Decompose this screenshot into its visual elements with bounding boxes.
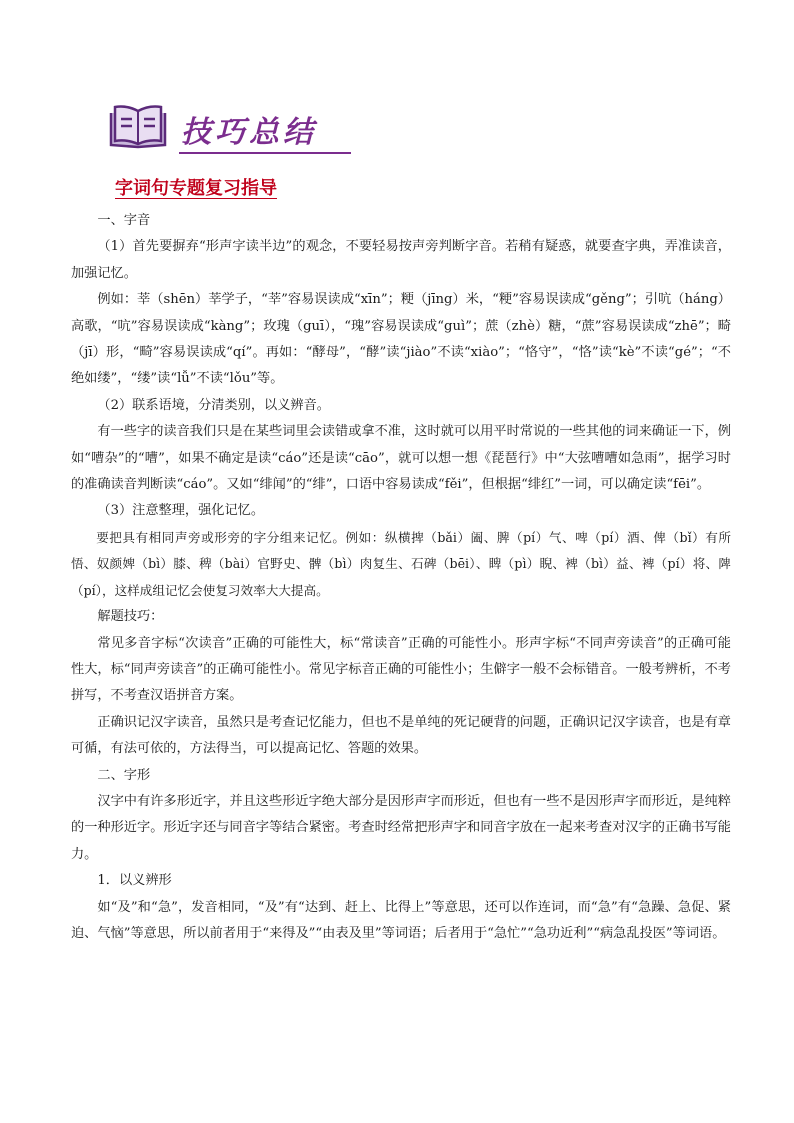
paragraph: （3）注意整理，强化记忆。 [97,503,265,519]
section-heading-pronunciation: 一、字音 [97,213,151,228]
paragraph: 例如：莘（shēn）莘学子，“莘”容易误读成“xīn”；粳（jīng）米，“粳”容易误读成“gěng”；引吭（háng）高歌，“吭”容易误读成“kàng”；玫瑰（guī），“瑰”容易误读成“guì”；蔗（zhè）糖，“蔗”容易误读成“zhē”；畸（jī）形，“畸”容易误读成“qí”。再如：“酵母”，“酵”读“jiào”不读“xiào”；“恪守”，“恪”读“kè”不读“gé”；“不绝如缕”，“缕”读“lǚ”不读“lǒu”等。 [71,292,731,387]
paragraph: 正确识记汉字读音，虽然只是考查记忆能力，但也不是单纯的死记硬背的问题，正确识记汉字读音，也是有章可循，有法可依的，方法得当，可以提高记忆、答题的效果。 [71,714,731,757]
paragraph: 常见多音字标“次读音”正确的可能性大，标“常读音”正确的可能性小。形声字标“不同声旁读音”的正确可能性大，标“同声旁读音”的正确可能性小。常见字标音正确的可能性小；生僻字一般不会标错音。一般考辨析，不考拼写，不考查汉语拼音方案。 [71,635,731,704]
header-title: 技巧总结 [181,115,317,150]
paragraph: （1）首先要摒弃“形声字读半边”的观念，不要轻易按声旁判断字音。若稍有疑惑，就要查字典，弄准读音，加强记忆。 [71,239,731,281]
header-divider [179,152,351,154]
paragraph: 有一些字的读音我们只是在某些词里会读错或拿不准，这时就可以用平时常说的一些其他的词来确证一下，例如“嘈杂”的“嘈”，如果不确定是读“cáo”还是读“cāo”，就可以想一想《琵琶行》中“大弦嘈嘈如急雨”，据学习时的准确读音判断读“cáo”。又如“绯闻”的“绯”，口语中容易读成“fěi”，但根据“绯红”一词，可以确定读“fēi”。 [71,424,731,493]
tips-heading: 解题技巧： [97,609,164,625]
document-body [71,208,731,947]
section-heading-glyph: 二、字形 [97,767,151,783]
subsection-heading: 1．以义辨形 [97,873,172,889]
document-subtitle: 字词句专题复习指导 [115,178,277,199]
section-header [107,103,352,159]
book-icon [107,103,169,149]
paragraph: 如“及”和“急”，发音相同，“及”有“达到、赶上、比得上”等意思，还可以作连词，而“急”有“急躁、急促、紧迫、气恼”等意思，所以前者用于“来得及”“由表及里”等词语；后者用于“急忙”“急功近利”“病急乱投医”等词语。 [71,899,731,941]
paragraph: （2）联系语境，分清类别，以义辨音。 [97,397,330,413]
paragraph: 汉字中有许多形近字，并且这些形近字绝大部分是因形声字而形近，但也有一些不是因形声字而形近，是纯粹的一种形近字。形近字还与同音字等结合紧密。考查时经常把形声字和同音字放在一起来考查对汉字的正确书写能力。 [71,793,731,862]
paragraph: 要把具有相同声旁或形旁的字分组来记忆。例如：纵横捭（bǎi）阖、脾（pí）气、啤（pí）酒、俾（bǐ）有所悟、奴颜婢（bì）膝、稗（bài）官野史、髀（bì）肉复生、石碑（bēi）、睥（pì）睨、裨（bì）益、裨（pí）将、陴（pí），这样成组记忆会使复习效率大大提高。 [71,529,731,598]
